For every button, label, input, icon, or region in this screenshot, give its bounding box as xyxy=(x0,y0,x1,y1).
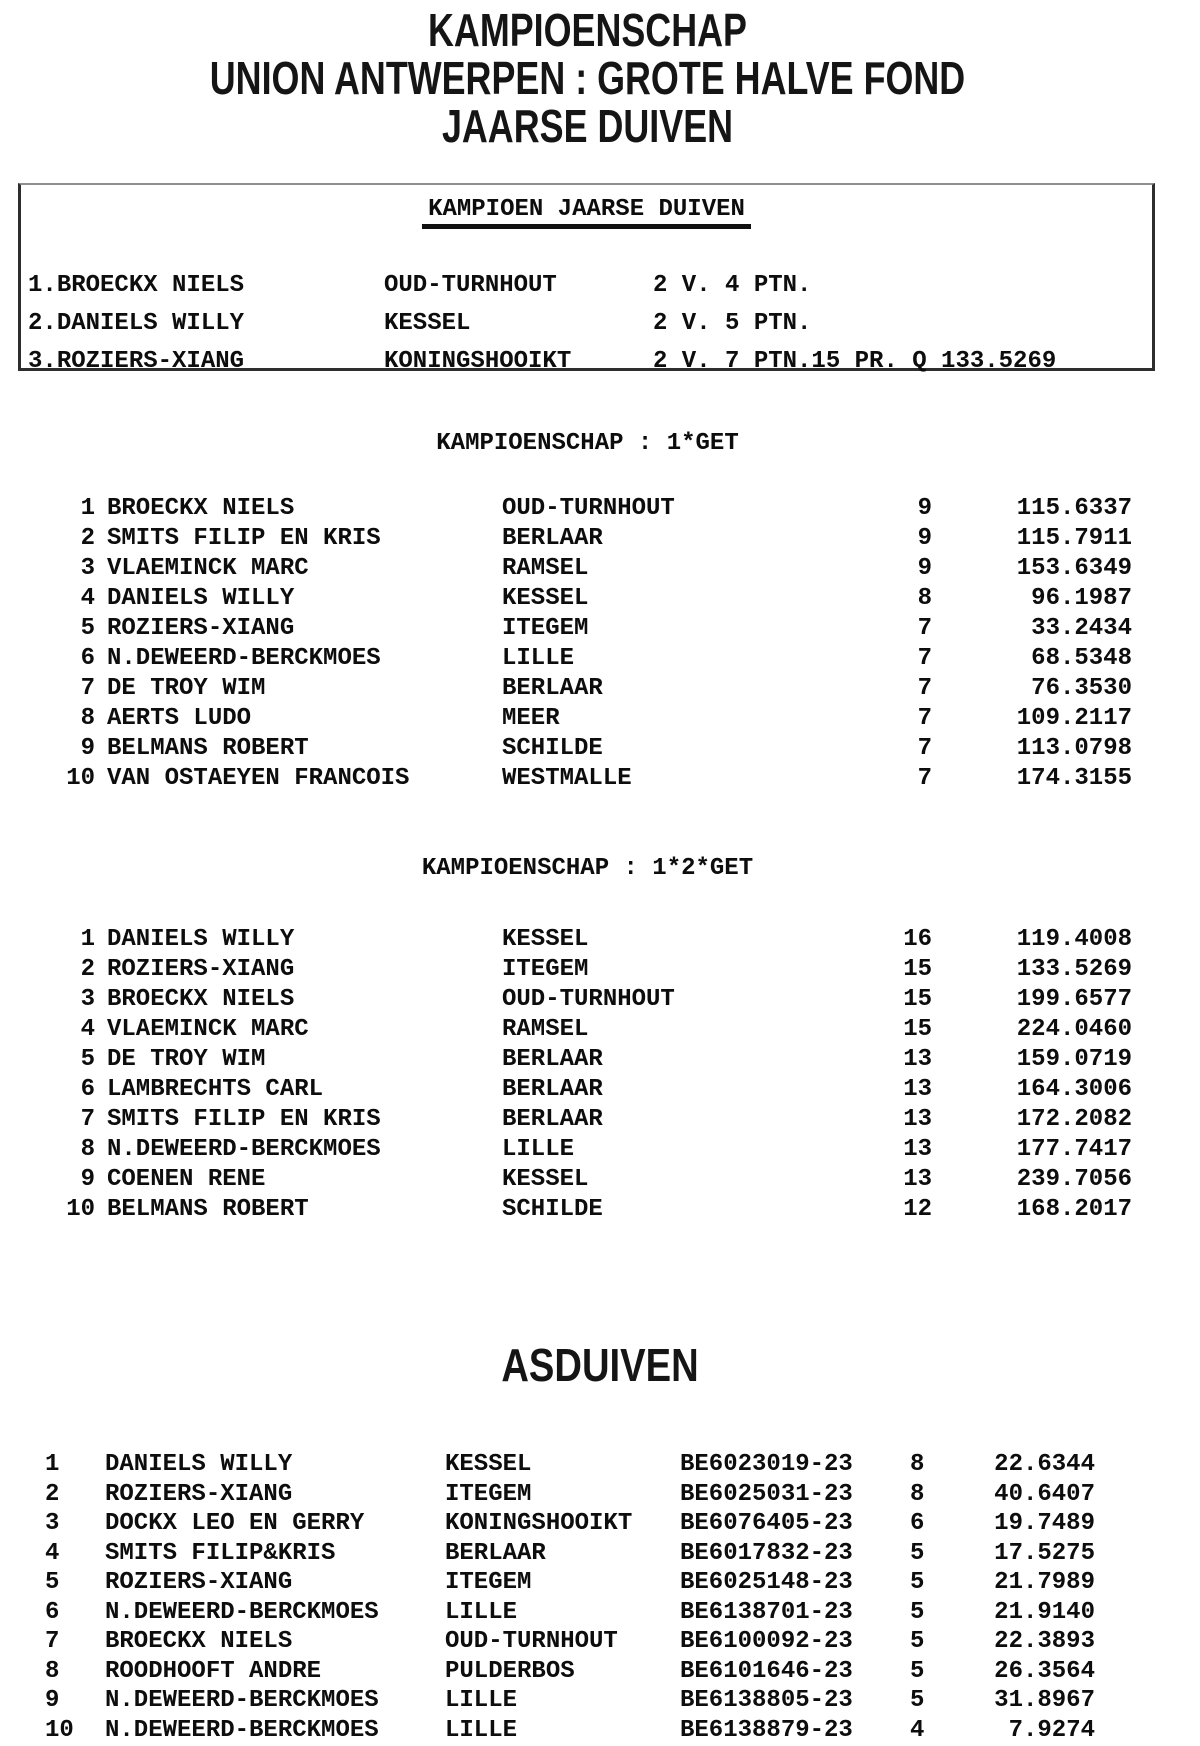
place-cell: RAMSEL xyxy=(502,555,589,582)
count-cell: 9 xyxy=(917,525,932,552)
rank-cell: 5 xyxy=(80,615,95,642)
rank-cell: 7 xyxy=(80,1106,95,1133)
rank-cell: 5 xyxy=(80,1046,95,1073)
name-cell: N.DEWEERD-BERCKMOES xyxy=(105,1598,379,1626)
name-cell: BELMANS ROBERT xyxy=(107,1196,309,1223)
place-cell: RAMSEL xyxy=(502,1016,589,1043)
name-cell: DE TROY WIM xyxy=(107,675,266,702)
name-cell: N.DEWEERD-BERCKMOES xyxy=(107,645,381,672)
points-cell: 199.6577 xyxy=(1016,986,1132,1013)
ring-number-cell: BE6025148-23 xyxy=(680,1569,853,1596)
ring-number-cell: BE6101646-23 xyxy=(680,1657,853,1685)
asduiven-row xyxy=(45,1627,1095,1657)
rank-cell: 1 xyxy=(80,926,95,953)
count-cell: 13 xyxy=(903,1166,932,1193)
place-cell: ITEGEM xyxy=(502,956,589,983)
place-cell: WESTMALLE xyxy=(502,765,632,792)
rank-cell: 1. xyxy=(28,272,57,299)
asduiven-title: ASDUIVEN xyxy=(501,1339,699,1391)
rank-cell: 6 xyxy=(45,1598,60,1626)
points-cell: 113.0798 xyxy=(1016,735,1132,762)
championship-row xyxy=(60,1045,1132,1075)
page-title-line-3: JAARSE DUIVEN xyxy=(441,100,734,152)
ring-number-cell: BE6138701-23 xyxy=(680,1598,853,1626)
points-cell: 7.9274 xyxy=(1008,1716,1095,1744)
asduiven-row xyxy=(45,1716,1095,1746)
name-cell: ROODHOOFT ANDRE xyxy=(105,1657,322,1685)
place-cell: SCHILDE xyxy=(502,1196,603,1223)
name-cell: VAN OSTAEYEN FRANCOIS xyxy=(107,765,410,792)
name-cell: N.DEWEERD-BERCKMOES xyxy=(105,1716,379,1744)
ring-number-cell: BE6017832-23 xyxy=(680,1539,853,1567)
championship-row xyxy=(60,1135,1132,1165)
champion-box-rows xyxy=(28,267,1148,381)
rank-name-cell xyxy=(28,305,384,343)
points-cell: 26.3564 xyxy=(994,1657,1095,1685)
count-cell: 12 xyxy=(903,1196,932,1223)
championship-row xyxy=(60,1165,1132,1195)
asduiven-row xyxy=(45,1568,1095,1598)
name-cell: COENEN RENE xyxy=(107,1166,266,1193)
rank-cell: 10 xyxy=(66,765,95,792)
count-cell: 13 xyxy=(903,1106,932,1133)
rank-cell: 1 xyxy=(80,495,95,522)
section-1get-title: KAMPIOENSCHAP : 1*GET xyxy=(436,430,739,457)
place-cell: KESSEL xyxy=(384,310,471,337)
rank-cell: 8 xyxy=(80,705,95,732)
count-cell: 15 xyxy=(903,956,932,983)
points-cell: 21.7989 xyxy=(994,1569,1095,1596)
section-12get-title: KAMPIOENSCHAP : 1*2*GET xyxy=(421,855,754,882)
count-cell: 9 xyxy=(917,495,932,522)
points-cell: 164.3006 xyxy=(1016,1076,1132,1103)
champion-row xyxy=(28,267,1148,305)
asduiven-rows xyxy=(45,1450,1095,1745)
rank-cell: 3 xyxy=(80,986,95,1013)
rank-name-cell xyxy=(28,343,384,381)
rank-cell: 3 xyxy=(80,555,95,582)
result-cell: 2 V. 7 PTN.15 PR. Q 133.5269 xyxy=(653,348,1057,375)
name-cell: DANIELS WILLY xyxy=(105,1451,293,1478)
name-cell: BROECKX NIELS xyxy=(107,986,295,1013)
rank-cell: 7 xyxy=(80,675,95,702)
name-cell: VLAEMINCK MARC xyxy=(107,1016,309,1043)
place-cell: LILLE xyxy=(502,645,575,672)
count-cell: 7 xyxy=(917,615,932,642)
place-cell: LILLE xyxy=(445,1716,518,1744)
count-cell: 13 xyxy=(903,1136,932,1163)
ring-number-cell: BE6138805-23 xyxy=(680,1687,853,1714)
place-cell: OUD-TURNHOUT xyxy=(502,986,675,1013)
champion-row xyxy=(28,305,1148,343)
name-cell: DE TROY WIM xyxy=(107,1046,266,1073)
place-cell: MEER xyxy=(502,705,560,732)
champion-box-title: KAMPIOEN JAARSE DUIVEN xyxy=(422,196,751,229)
points-cell: 172.2082 xyxy=(1016,1106,1132,1133)
ring-number-cell: BE6025031-23 xyxy=(680,1480,853,1508)
place-cell: ITEGEM xyxy=(445,1480,532,1508)
rank-cell: 4 xyxy=(80,585,95,612)
count-cell: 9 xyxy=(917,555,932,582)
count-cell: 5 xyxy=(910,1539,925,1567)
championship-row xyxy=(60,524,1132,554)
champion-box xyxy=(18,183,1155,375)
page-title-line-1: KAMPIOENSCHAP xyxy=(428,4,747,56)
ring-number-cell: BE6023019-23 xyxy=(680,1451,853,1478)
points-cell: 33.2434 xyxy=(1031,615,1132,642)
rank-cell: 1 xyxy=(45,1451,60,1478)
name-cell: ROZIERS-XIANG xyxy=(107,956,295,983)
championship-row xyxy=(60,764,1132,794)
rank-cell: 9 xyxy=(45,1687,60,1714)
count-cell: 15 xyxy=(903,1016,932,1043)
rank-cell: 4 xyxy=(45,1539,60,1567)
championship-row xyxy=(60,674,1132,704)
rank-cell: 9 xyxy=(80,735,95,762)
name-cell: BELMANS ROBERT xyxy=(107,735,309,762)
rank-cell: 2 xyxy=(45,1480,60,1508)
place-cell: LILLE xyxy=(502,1136,575,1163)
asduiven-row xyxy=(45,1509,1095,1539)
name-cell: VLAEMINCK MARC xyxy=(107,555,309,582)
points-cell: 40.6407 xyxy=(994,1480,1095,1508)
championship-row xyxy=(60,734,1132,764)
place-cell: OUD-TURNHOUT xyxy=(384,272,557,299)
name-cell: DANIELS WILLY xyxy=(56,310,245,337)
place-cell: KESSEL xyxy=(502,1166,589,1193)
place-cell: ITEGEM xyxy=(502,615,589,642)
points-cell: 76.3530 xyxy=(1031,675,1132,702)
championship-row xyxy=(60,704,1132,734)
place-cell: BERLAAR xyxy=(502,1046,603,1073)
rank-cell: 6 xyxy=(80,1076,95,1103)
points-cell: 17.5275 xyxy=(994,1539,1095,1567)
place-cell: KONINGSHOOIKT xyxy=(445,1510,633,1537)
place-cell: BERLAAR xyxy=(502,1076,603,1103)
rank-cell: 7 xyxy=(45,1628,60,1655)
championship-row xyxy=(60,554,1132,584)
rank-cell: 6 xyxy=(80,645,95,672)
champion-row xyxy=(28,343,1148,381)
points-cell: 224.0460 xyxy=(1016,1016,1132,1043)
section-1get-rows xyxy=(60,494,1132,794)
rank-cell: 2 xyxy=(80,956,95,983)
points-cell: 239.7056 xyxy=(1016,1166,1132,1193)
championship-row xyxy=(60,1105,1132,1135)
count-cell: 7 xyxy=(917,765,932,792)
points-cell: 153.6349 xyxy=(1016,555,1132,582)
championship-row xyxy=(60,985,1132,1015)
count-cell: 8 xyxy=(910,1451,925,1478)
place-cell: OUD-TURNHOUT xyxy=(502,495,675,522)
rank-cell: 2 xyxy=(80,525,95,552)
champion-box-header-wrap xyxy=(21,196,1152,229)
points-cell: 119.4008 xyxy=(1016,926,1132,953)
championship-row xyxy=(60,494,1132,524)
ring-number-cell: BE6100092-23 xyxy=(680,1628,853,1655)
points-cell: 159.0719 xyxy=(1016,1046,1132,1073)
count-cell: 13 xyxy=(903,1046,932,1073)
name-cell: BROECKX NIELS xyxy=(105,1628,293,1655)
championship-row xyxy=(60,1075,1132,1105)
name-cell: N.DEWEERD-BERCKMOES xyxy=(105,1687,379,1714)
count-cell: 7 xyxy=(917,735,932,762)
points-cell: 22.6344 xyxy=(994,1451,1095,1478)
name-cell: ROZIERS-XIANG xyxy=(105,1569,293,1596)
championship-row xyxy=(60,925,1132,955)
name-cell: DANIELS WILLY xyxy=(107,585,295,612)
count-cell: 5 xyxy=(910,1657,925,1685)
asduiven-row xyxy=(45,1480,1095,1510)
ring-number-cell: BE6076405-23 xyxy=(680,1510,853,1537)
rank-cell: 8 xyxy=(80,1136,95,1163)
championship-row xyxy=(60,1195,1132,1225)
asduiven-row xyxy=(45,1686,1095,1716)
rank-cell: 5 xyxy=(45,1569,60,1596)
name-cell: BROECKX NIELS xyxy=(107,495,295,522)
points-cell: 168.2017 xyxy=(1016,1196,1132,1223)
championship-row xyxy=(60,614,1132,644)
rank-cell: 3. xyxy=(28,348,57,375)
name-cell: ROZIERS-XIANG xyxy=(107,615,295,642)
name-cell: BROECKX NIELS xyxy=(56,272,245,299)
name-cell: DANIELS WILLY xyxy=(107,926,295,953)
points-cell: 177.7417 xyxy=(1016,1136,1132,1163)
name-cell: SMITS FILIP&KRIS xyxy=(105,1539,336,1567)
count-cell: 5 xyxy=(910,1598,925,1626)
points-cell: 31.8967 xyxy=(994,1687,1095,1714)
page-title-line-2: UNION ANTWERPEN : GROTE HALVE FOND xyxy=(209,52,966,104)
count-cell: 6 xyxy=(910,1510,925,1537)
count-cell: 7 xyxy=(917,705,932,732)
asduiven-row xyxy=(45,1657,1095,1687)
points-cell: 133.5269 xyxy=(1016,956,1132,983)
count-cell: 16 xyxy=(903,926,932,953)
count-cell: 5 xyxy=(910,1628,925,1655)
championship-row xyxy=(60,1015,1132,1045)
count-cell: 13 xyxy=(903,1076,932,1103)
asduiven-row xyxy=(45,1598,1095,1628)
points-cell: 19.7489 xyxy=(994,1510,1095,1537)
name-cell: SMITS FILIP EN KRIS xyxy=(107,525,381,552)
points-cell: 109.2117 xyxy=(1016,705,1132,732)
asduiven-row xyxy=(45,1539,1095,1569)
points-cell: 174.3155 xyxy=(1016,765,1132,792)
rank-cell: 10 xyxy=(66,1196,95,1223)
place-cell: KESSEL xyxy=(445,1451,532,1478)
count-cell: 7 xyxy=(917,675,932,702)
points-cell: 115.7911 xyxy=(1016,525,1132,552)
place-cell: ITEGEM xyxy=(445,1569,532,1596)
count-cell: 5 xyxy=(910,1569,925,1596)
points-cell: 68.5348 xyxy=(1031,645,1132,672)
place-cell: BERLAAR xyxy=(502,675,603,702)
championship-row xyxy=(60,955,1132,985)
points-cell: 22.3893 xyxy=(994,1628,1095,1655)
count-cell: 15 xyxy=(903,986,932,1013)
rank-cell: 9 xyxy=(80,1166,95,1193)
count-cell: 5 xyxy=(910,1687,925,1714)
place-cell: KONINGSHOOIKT xyxy=(384,348,572,375)
name-cell: N.DEWEERD-BERCKMOES xyxy=(107,1136,381,1163)
name-cell: LAMBRECHTS CARL xyxy=(107,1076,324,1103)
points-cell: 21.9140 xyxy=(994,1598,1095,1626)
result-cell: 2 V. 5 PTN. xyxy=(653,310,812,337)
name-cell: SMITS FILIP EN KRIS xyxy=(107,1106,381,1133)
count-cell: 8 xyxy=(917,585,932,612)
name-cell: DOCKX LEO EN GERRY xyxy=(105,1510,365,1537)
championship-row xyxy=(60,644,1132,674)
rank-cell: 8 xyxy=(45,1657,60,1685)
place-cell: KESSEL xyxy=(502,926,589,953)
championship-row xyxy=(60,584,1132,614)
rank-name-cell xyxy=(28,267,384,305)
rank-cell: 4 xyxy=(80,1016,95,1043)
place-cell: SCHILDE xyxy=(502,735,603,762)
place-cell: KESSEL xyxy=(502,585,589,612)
place-cell: PULDERBOS xyxy=(445,1657,575,1685)
place-cell: BERLAAR xyxy=(445,1539,546,1567)
count-cell: 8 xyxy=(910,1480,925,1508)
name-cell: AERTS LUDO xyxy=(107,705,252,732)
name-cell: ROZIERS-XIANG xyxy=(105,1480,293,1508)
count-cell: 7 xyxy=(917,645,932,672)
name-cell: ROZIERS-XIANG xyxy=(56,348,245,375)
points-cell: 96.1987 xyxy=(1031,585,1132,612)
rank-cell: 2. xyxy=(28,310,57,337)
ring-number-cell: BE6138879-23 xyxy=(680,1716,853,1744)
place-cell: LILLE xyxy=(445,1687,518,1714)
asduiven-row xyxy=(45,1450,1095,1480)
place-cell: BERLAAR xyxy=(502,525,603,552)
rank-cell: 3 xyxy=(45,1510,60,1537)
count-cell: 4 xyxy=(910,1716,925,1744)
place-cell: BERLAAR xyxy=(502,1106,603,1133)
result-cell: 2 V. 4 PTN. xyxy=(653,272,812,299)
rank-cell: 10 xyxy=(45,1716,74,1744)
place-cell: OUD-TURNHOUT xyxy=(445,1628,618,1655)
place-cell: LILLE xyxy=(445,1598,518,1626)
points-cell: 115.6337 xyxy=(1016,495,1132,522)
section-12get-rows xyxy=(60,925,1132,1225)
